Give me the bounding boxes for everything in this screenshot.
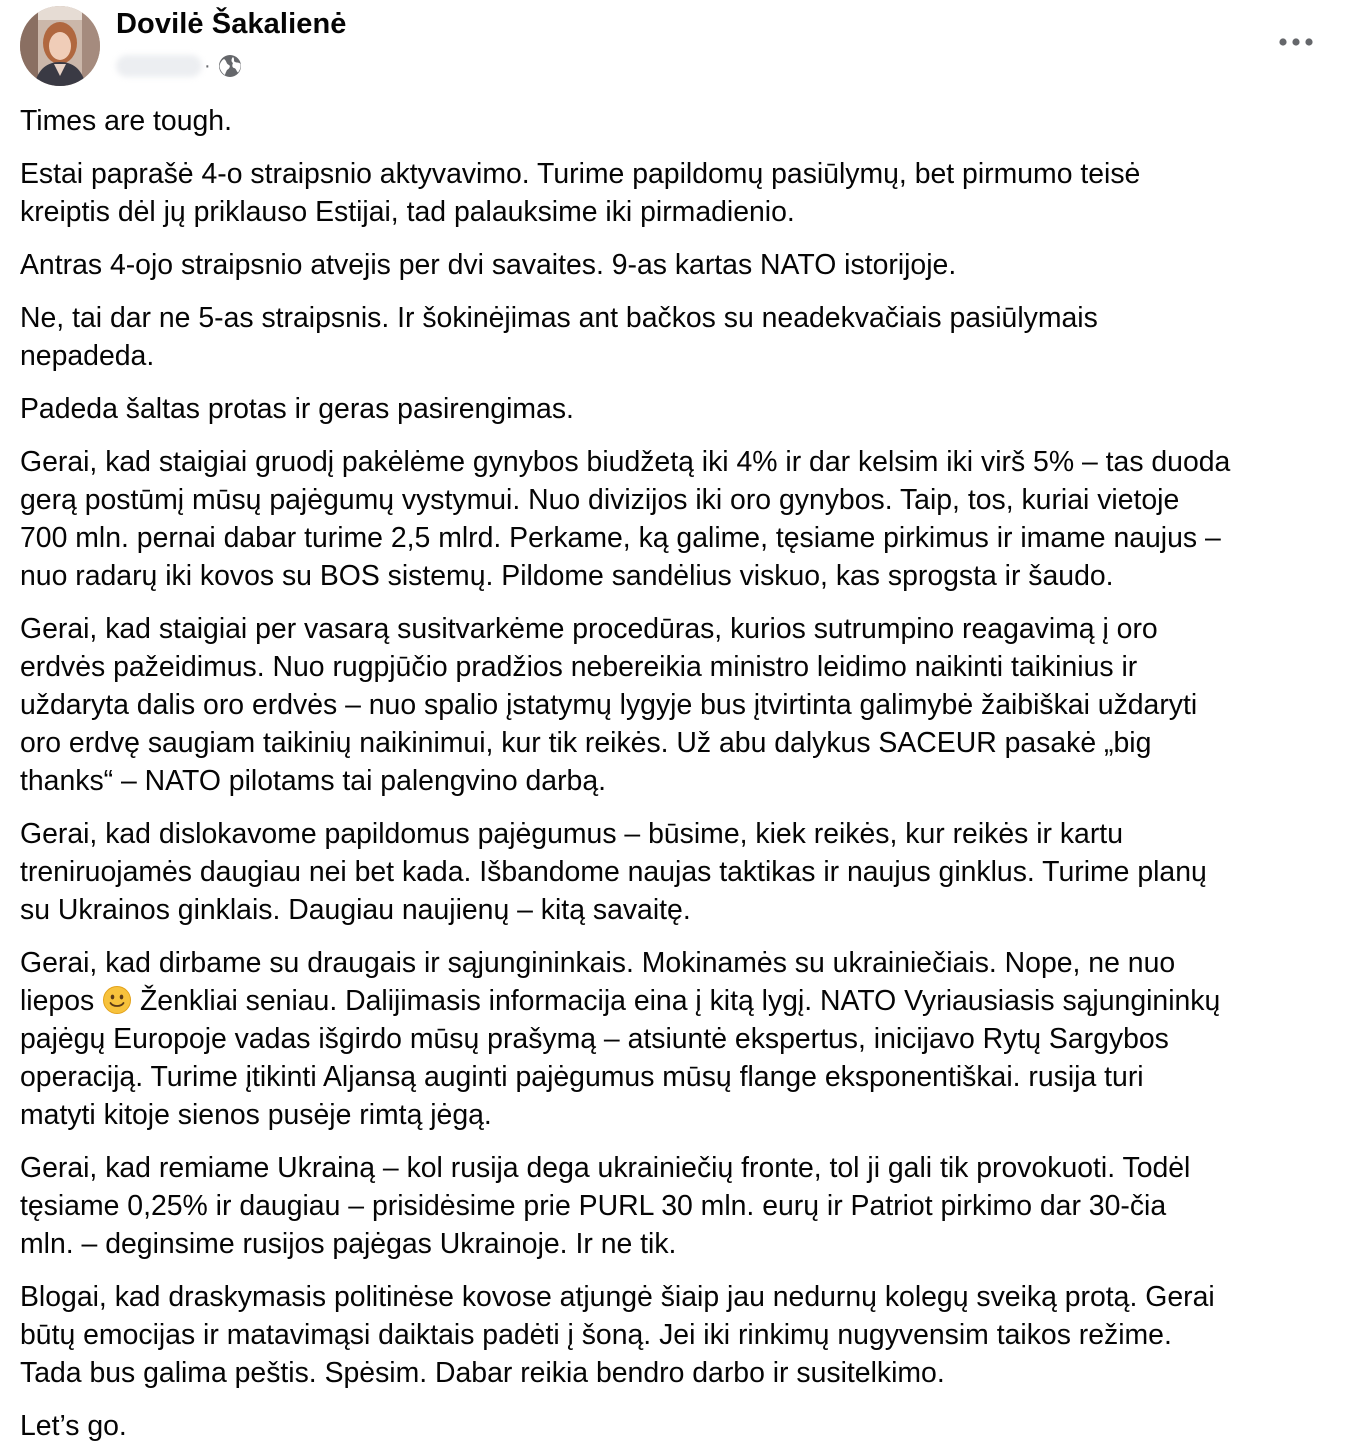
post-paragraph — [20, 1407, 1342, 1445]
paragraph-line: 700 mln. pernai dabar turime 2,5 mlrd. Perkame, ką galime, tęsiame pirkimus ir imame naujus – — [20, 522, 1221, 554]
paragraph-line: Ne, tai dar ne 5-as straipsnis. Ir šokinėjimas ant bačkos su neadekvačiais pasiūlymais — [20, 302, 1098, 334]
paragraph-line: Antras 4-ojo straipsnio atvejis per dvi savaites. 9-as kartas NATO istorijoje. — [20, 249, 957, 281]
paragraph-line: pajėgų Europoje vadas išgirdo mūsų prašymą – atsiuntė ekspertus, inicijavo Rytų Sargybos — [20, 1023, 1169, 1055]
paragraph-line: gerą postūmį mūsų pajėgumų vystymui. Nuo divizijos iki oro gynybos. Taip, tos, kuriai vietoje — [20, 484, 1180, 516]
paragraph-line: uždaryta dalis oro erdvės – nuo spalio įstatymų lygyje bus įtvirtinta galimybė žaibiškai uždaryti — [20, 689, 1198, 721]
post-paragraph — [20, 610, 1342, 800]
post-paragraph — [20, 299, 1342, 375]
more-horizontal-icon — [1278, 37, 1314, 47]
paragraph-line: Ženkliai seniau. Dalijimasis informacija eina į kitą lygį. NATO Vyriausiasis sąjungininkų — [132, 985, 1221, 1017]
paragraph-line: Gerai, kad dirbame su draugais ir sąjungininkais. Mokinamės su ukrainiečiais. Nope, ne nuo — [20, 947, 1176, 979]
paragraph-line: mln. – deginsime rusijos pajėgas Ukrainoje. Ir ne tik. — [20, 1228, 677, 1260]
post-paragraph — [20, 443, 1342, 595]
author-avatar[interactable] — [20, 6, 100, 86]
paragraph-line: treniruojamės daugiau nei bet kada. Išbandome naujas taktikas ir naujus ginklus. Turime planų — [20, 856, 1207, 888]
paragraph-line: Estai paprašė 4-o straipsnio aktyvavimo. Turime papildomų pasiūlymų, bet pirmumo teisė — [20, 158, 1141, 190]
slightly-smiling-face-emoji — [102, 985, 132, 1015]
more-options-button[interactable] — [1266, 24, 1326, 60]
paragraph-line: būtų emocijas ir matavimąsi daiktais padėti į šoną. Jei iki rinkimų nugyvensim taikos režime. — [20, 1319, 1172, 1351]
paragraph-line: Times are tough. — [20, 105, 232, 137]
paragraph-line: nuo radarų iki kovos su BOS sistemų. Pildome sandėlius viskuo, kas sprogsta ir šaudo. — [20, 560, 1114, 592]
paragraph-line: thanks“ – NATO pilotams tai palengvino darbą. — [20, 765, 606, 797]
paragraph-line: Gerai, kad staigiai per vasarą susitvarkėme procedūras, kurios sutrumpino reagavimą į oro — [20, 613, 1158, 645]
paragraph-line: Gerai, kad dislokavome papildomus pajėgumus – būsime, kiek reikės, kur reikės ir kartu — [20, 818, 1123, 850]
post-paragraph — [20, 155, 1342, 231]
paragraph-line: su Ukrainos ginklais. Daugiau naujienų – kitą savaitę. — [20, 894, 691, 926]
post-body — [20, 102, 1342, 1445]
paragraph-line: erdvės pažeidimus. Nuo rugpjūčio pradžios nebereikia ministro leidimo naikinti taikinius ir — [20, 651, 1138, 683]
avatar-photo — [20, 6, 100, 86]
post-paragraph — [20, 390, 1342, 428]
author-name[interactable]: Dovilė Šakalienė — [116, 8, 347, 40]
post-paragraph — [20, 1278, 1342, 1392]
post-meta — [116, 50, 243, 82]
post-paragraph — [20, 815, 1342, 929]
paragraph-line: Tada bus galima peštis. Spėsim. Dabar reikia bendro darbo ir susitelkimo. — [20, 1357, 945, 1389]
paragraph-line: Gerai, kad staigiai gruodį pakėlėme gynybos biudžetą iki 4% ir dar kelsim iki virš 5% – tas duoda — [20, 446, 1231, 478]
paragraph-line: operaciją. Turime įtikinti Aljansą auginti pajėgumus mūsų flange eksponentiškai. rusija turi — [20, 1061, 1144, 1093]
post-paragraph — [20, 246, 1342, 284]
paragraph-line: Blogai, kad draskymasis politinėse kovose atjungė šiaip jau nedurnų kolegų sveiką protą. Gerai — [20, 1281, 1215, 1313]
meta-separator: · — [204, 55, 211, 77]
post-paragraph — [20, 1149, 1342, 1263]
post-header — [0, 0, 1352, 100]
paragraph-line: oro erdvę saugiam taikinių naikinimui, kur tik reikės. Už abu dalykus SACEUR pasakė „big — [20, 727, 1152, 759]
paragraph-line: Padeda šaltas protas ir geras pasirengimas. — [20, 393, 574, 425]
paragraph-line: matyti kitoje sienos pusėje rimtą jėgą. — [20, 1099, 492, 1131]
paragraph-line: kreiptis dėl jų priklauso Estijai, tad palauksime iki pirmadienio. — [20, 196, 795, 228]
paragraph-line: Gerai, kad remiame Ukrainą – kol rusija dega ukrainiečių fronte, tol ji gali tik provokuoti. Todėl — [20, 1152, 1191, 1184]
post-timestamp-redacted[interactable] — [116, 55, 202, 77]
paragraph-line: Let’s go. — [20, 1410, 127, 1442]
paragraph-line: nepadeda. — [20, 340, 155, 372]
paragraph-line: liepos — [20, 985, 103, 1017]
paragraph-line: tęsiame 0,25% ir daugiau – prisidėsime prie PURL 30 mln. eurų ir Patriot pirkimo dar 30-čia — [20, 1190, 1167, 1222]
globe-icon[interactable] — [217, 53, 243, 79]
post-paragraph — [20, 102, 1342, 140]
post-paragraph — [20, 944, 1342, 1134]
